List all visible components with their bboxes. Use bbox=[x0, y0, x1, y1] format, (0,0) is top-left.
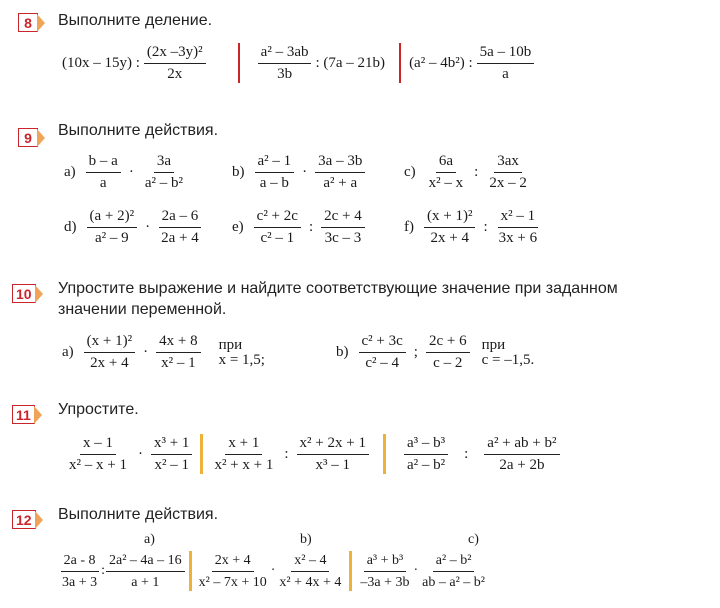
fraction bbox=[106, 552, 185, 591]
numerator: (x + 1)² bbox=[84, 333, 135, 353]
item-label: c) bbox=[468, 532, 479, 547]
condition-word: при bbox=[481, 336, 506, 353]
denominator: x² – x bbox=[428, 175, 464, 191]
task10-a bbox=[62, 333, 265, 372]
operator: · bbox=[302, 164, 308, 180]
fraction bbox=[424, 208, 475, 247]
fraction bbox=[59, 552, 100, 591]
denominator: x² – 1 bbox=[161, 355, 196, 371]
task11-row bbox=[62, 434, 564, 474]
operator: : bbox=[483, 219, 488, 235]
condition bbox=[482, 338, 535, 368]
item-label: d) bbox=[64, 219, 77, 235]
fraction bbox=[255, 153, 295, 192]
item-label: b) bbox=[336, 344, 349, 360]
item-label: a) bbox=[144, 532, 155, 547]
item-label: f) bbox=[404, 219, 414, 235]
task-number-badge bbox=[12, 284, 52, 303]
numerator: 4x + 8 bbox=[156, 333, 200, 353]
fraction bbox=[142, 153, 186, 192]
denominator: 2x bbox=[167, 65, 183, 82]
denominator: x² + 4x + 4 bbox=[279, 574, 342, 590]
item-label: e) bbox=[232, 219, 244, 235]
task9-b bbox=[232, 153, 369, 192]
fraction bbox=[211, 435, 276, 474]
expr-text: (10x – 15y) : bbox=[62, 54, 140, 71]
numerator: 2a - 8 bbox=[61, 552, 99, 572]
expr-text: (a² – 4b²) : bbox=[409, 54, 473, 71]
task-number: 10 bbox=[12, 284, 36, 303]
denominator: 3b bbox=[277, 65, 293, 82]
task-number: 9 bbox=[18, 128, 38, 147]
task-title-line2: значении переменной. bbox=[58, 301, 227, 318]
fraction bbox=[404, 435, 448, 474]
item-label: a) bbox=[64, 164, 76, 180]
numerator: x² + 2x + 1 bbox=[297, 435, 369, 455]
task9-c bbox=[404, 153, 534, 192]
chevron-icon bbox=[37, 14, 45, 32]
denominator: 2a + 2b bbox=[499, 456, 545, 473]
task9-f bbox=[404, 208, 544, 247]
denominator: a² – 9 bbox=[94, 230, 129, 246]
task9-d bbox=[64, 208, 206, 247]
numerator: (a + 2)² bbox=[87, 208, 138, 228]
fraction bbox=[156, 333, 200, 372]
task-number: 12 bbox=[12, 510, 36, 529]
fraction bbox=[144, 44, 206, 83]
operator: · bbox=[143, 344, 149, 360]
divider-bar bbox=[238, 43, 240, 83]
fraction bbox=[87, 208, 138, 247]
numerator: x² – 4 bbox=[291, 552, 329, 572]
divider-bar bbox=[349, 551, 352, 591]
operator: · bbox=[413, 563, 419, 578]
fraction bbox=[419, 552, 488, 591]
task-title: Выполните деление. bbox=[58, 12, 213, 29]
denominator: c² – 4 bbox=[365, 355, 399, 371]
divider-bar bbox=[200, 434, 203, 474]
fraction bbox=[359, 333, 406, 372]
fraction bbox=[276, 552, 344, 591]
numerator: c² + 3c bbox=[359, 333, 406, 353]
numerator: 2x + 4 bbox=[212, 552, 254, 572]
fraction bbox=[297, 435, 369, 474]
numerator: 3a – 3b bbox=[315, 153, 365, 173]
fraction bbox=[321, 208, 365, 247]
numerator: 2c + 6 bbox=[426, 333, 470, 353]
denominator: a bbox=[99, 175, 107, 191]
condition-value: c = –1,5. bbox=[481, 351, 535, 368]
divider-bar bbox=[399, 43, 401, 83]
task9-a bbox=[64, 153, 190, 192]
denominator: x² + x + 1 bbox=[214, 456, 274, 473]
numerator: (2x –3y)² bbox=[144, 44, 206, 64]
operator: : bbox=[464, 445, 469, 462]
fraction bbox=[477, 44, 535, 83]
numerator: 6a bbox=[436, 153, 456, 173]
numerator: a³ + b³ bbox=[364, 552, 407, 572]
item-label: c) bbox=[404, 164, 416, 180]
denominator: x³ – 1 bbox=[315, 456, 350, 473]
denominator: –3a + 3b bbox=[360, 574, 410, 590]
chevron-icon bbox=[37, 129, 45, 147]
task8-row bbox=[62, 43, 538, 83]
denominator: 3a + 3 bbox=[62, 574, 98, 590]
expr-text: : (7a – 21b) bbox=[315, 54, 386, 71]
denominator: x² – 7x + 10 bbox=[198, 574, 267, 590]
task-number-badge bbox=[18, 128, 48, 147]
operator: · bbox=[137, 445, 143, 462]
fraction bbox=[484, 435, 559, 474]
numerator: 2a² – 4a – 16 bbox=[106, 552, 185, 572]
fraction bbox=[158, 208, 202, 247]
fraction bbox=[315, 153, 365, 192]
fraction bbox=[357, 552, 412, 591]
operator: ; bbox=[413, 344, 418, 360]
divider-bar bbox=[189, 551, 192, 591]
denominator: a bbox=[502, 65, 509, 82]
numerator: 5a – 10b bbox=[477, 44, 535, 64]
chevron-icon bbox=[34, 406, 42, 424]
task-number-badge bbox=[12, 405, 52, 424]
fraction bbox=[254, 208, 301, 247]
numerator: x + 1 bbox=[225, 435, 262, 455]
fraction bbox=[86, 153, 121, 192]
fraction bbox=[196, 552, 270, 591]
fraction bbox=[66, 435, 130, 474]
item-label: a) bbox=[62, 344, 74, 360]
task12-row bbox=[58, 551, 489, 591]
denominator: x² – 1 bbox=[154, 456, 189, 473]
denominator: a – b bbox=[259, 175, 289, 191]
fraction bbox=[496, 208, 540, 247]
task-number-badge bbox=[12, 510, 52, 529]
task-title: Упростите. bbox=[58, 401, 139, 418]
numerator: x³ + 1 bbox=[151, 435, 192, 455]
numerator: 2c + 4 bbox=[321, 208, 365, 228]
numerator: x – 1 bbox=[80, 435, 116, 455]
numerator: x² – 1 bbox=[498, 208, 539, 228]
operator: · bbox=[128, 164, 134, 180]
operator: : bbox=[101, 563, 105, 578]
denominator: 2a + 4 bbox=[161, 230, 199, 246]
numerator: c² + 2c bbox=[254, 208, 301, 228]
numerator: a³ – b³ bbox=[404, 435, 448, 455]
chevron-icon bbox=[35, 285, 43, 303]
denominator: a² – b² bbox=[144, 175, 183, 191]
fraction bbox=[426, 153, 467, 192]
task-title: Выполните действия. bbox=[58, 506, 219, 523]
task9-e bbox=[232, 208, 369, 247]
denominator: a² – b² bbox=[406, 456, 446, 473]
operator: : bbox=[308, 219, 314, 235]
condition bbox=[219, 338, 265, 368]
fraction bbox=[258, 44, 312, 83]
denominator: 3c – 3 bbox=[324, 230, 362, 246]
fraction bbox=[486, 153, 530, 192]
denominator: ab – a² – b² bbox=[422, 574, 485, 590]
denominator: x² – x + 1 bbox=[69, 456, 127, 473]
condition-value: x = 1,5; bbox=[218, 351, 265, 368]
denominator: a² + a bbox=[323, 175, 358, 191]
condition-word: при bbox=[218, 336, 243, 353]
denominator: 2x + 4 bbox=[90, 355, 129, 371]
divider-bar bbox=[383, 434, 386, 474]
numerator: a² – 3ab bbox=[258, 44, 312, 64]
item-label: b) bbox=[232, 164, 245, 180]
numerator: a² + ab + b² bbox=[484, 435, 559, 455]
numerator: 3ax bbox=[494, 153, 522, 173]
task-number: 11 bbox=[12, 405, 35, 424]
numerator: 2a – 6 bbox=[159, 208, 202, 228]
fraction bbox=[84, 333, 135, 372]
denominator: 3x + 6 bbox=[498, 230, 538, 246]
item-label: b) bbox=[300, 532, 312, 547]
denominator: a + 1 bbox=[131, 574, 160, 590]
operator: : bbox=[474, 164, 479, 180]
operator: · bbox=[270, 563, 276, 578]
denominator: 2x – 2 bbox=[489, 175, 527, 191]
numerator: b – a bbox=[86, 153, 121, 173]
denominator: 2x + 4 bbox=[430, 230, 469, 246]
numerator: a² – b² bbox=[433, 552, 475, 572]
task-title: Выполните действия. bbox=[58, 122, 219, 139]
fraction bbox=[151, 435, 192, 474]
numerator: a² – 1 bbox=[255, 153, 295, 173]
fraction bbox=[426, 333, 470, 372]
denominator: c² – 1 bbox=[260, 230, 295, 246]
operator: : bbox=[284, 445, 289, 462]
numerator: 3a bbox=[154, 153, 174, 173]
task-number: 8 bbox=[18, 13, 38, 32]
numerator: (x + 1)² bbox=[424, 208, 475, 228]
task-title-line1: Упростите выражение и найдите соответствующие значение при заданном bbox=[58, 280, 618, 297]
denominator: c – 2 bbox=[433, 355, 463, 371]
chevron-icon bbox=[35, 511, 43, 529]
task10-b bbox=[336, 333, 534, 372]
task-number-badge bbox=[18, 13, 48, 32]
operator: · bbox=[145, 219, 151, 235]
